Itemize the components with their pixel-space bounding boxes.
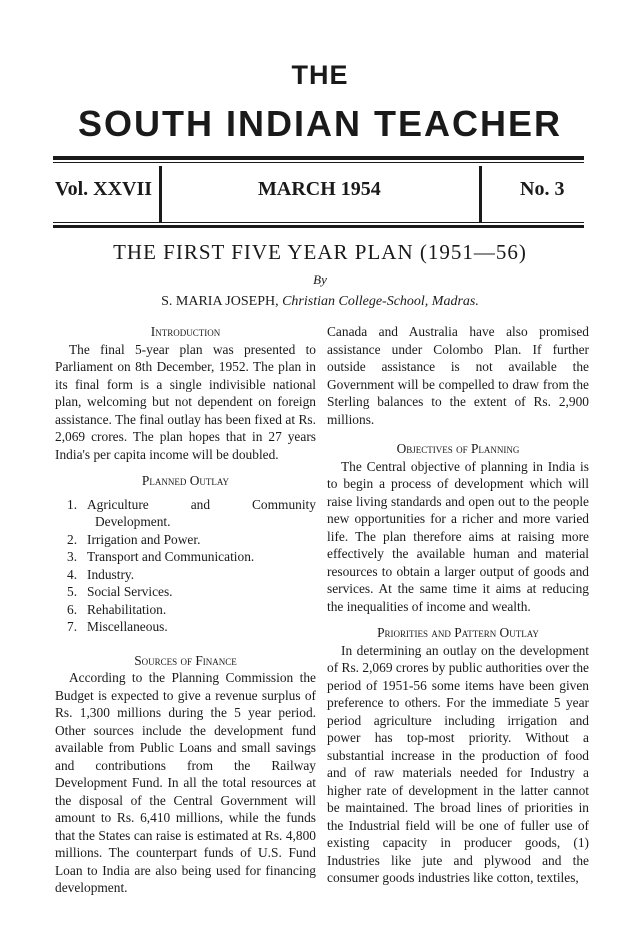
priorities-heading: Priorities and Pattern Outlay (377, 625, 539, 640)
sources-of-finance-heading: Sources of Finance (134, 652, 237, 668)
byline-by: By (313, 272, 327, 287)
objectives-heading: Objectives of Planning (396, 441, 520, 456)
article-title: THE FIRST FIVE YEAR PLAN (1951—56) (113, 240, 527, 264)
author-line (0, 294, 640, 310)
list-item: 6. Rehabilitation. (67, 601, 167, 617)
sources-of-finance-paragraph: According to the Planning Commission the Budget is expected to give a revenue surplus of Rs. 1,300 millions during the 5 year period. Other sources include the development fund available from Public Loans and small savings and contributions from the Railway Development Fund. In all the total resources at the disposal of the Central Government will amount to Rs. 6,410 millions, while the funds that the States can raise is estimated at Rs. 4,800 millions. The counterpart funds of U.S. Fund Loan to India are also being used for financing development. (55, 670, 316, 895)
issue-bar (53, 166, 584, 226)
masthead-rule-top-thin (53, 162, 584, 163)
left-column (55, 323, 316, 897)
sources-of-finance-continuation: Canada and Australia have also promised assistance under Colombo Plan. If further outside assistance is not available the Government will be compelled to draw from the Sterling balances to the extent of Rs. 2,900 millions. (327, 324, 589, 427)
priorities-paragraph: In determining an outlay on the development of Rs. 2,069 crores by public authorities over the period of 1951-56 some items have been given preference to others. For the immediate 5 year period agriculture including irrigation and power has top-most priority. Without a substantial increase in the production of food and of raw materials needed for Industry a higher rate of development in the latter cannot be maintained. The broad lines of priorities in the Industrial field will be one of fuller use of existing capacity in producer goods, (1) Industries like jute and plywood and the consumer goods industries like cotton, textiles, (327, 642, 589, 885)
list-item: 4. Industry. (67, 566, 135, 582)
author-name: S. MARIA JOSEPH, (161, 294, 279, 309)
list-item: 7. Miscellaneous. (67, 619, 168, 634)
issue-rule-bottom-thin (53, 222, 584, 223)
issue-number: No. 3 (520, 178, 565, 200)
list-item: 5. Social Services. (67, 584, 173, 599)
masthead-rule-top (53, 156, 584, 160)
issue-divider-right (479, 166, 482, 222)
issue-rule-bottom (53, 225, 584, 228)
list-item: 1. Agriculture and Community Development. (67, 496, 316, 529)
masthead-the: THE (291, 60, 349, 90)
right-column (327, 323, 589, 887)
planned-outlay-list (55, 496, 316, 636)
issue-date: MARCH 1954 (258, 178, 381, 200)
planned-outlay-heading: Planned Outlay (141, 473, 230, 488)
issue-volume: Vol. XXVII (55, 178, 153, 200)
introduction-heading: Introduction (150, 324, 221, 339)
list-item: 3. Transport and Communication. (67, 549, 255, 564)
objectives-paragraph: The Central objective of planning in India is to begin a process of development which will raise living standards and open out to the people new opportunities for a richer and more varied life. The plan therefore aims at raising more effectively the available human and material resources to obtain a larger output of goods and services. At the same time it aims at reducing the inequalities of income and wealth. (327, 458, 589, 614)
introduction-paragraph: The final 5-year plan was presented to Parliament on 8th December, 1952. The plan in its final form is a single indivisible national plan, welcoming but not dependent on foreign assistance. The final outlay has been fixed at Rs. 2,069 crores. The plan hopes that in 27 years India's per capita income will be doubled. (55, 341, 316, 462)
issue-divider-left (159, 166, 162, 222)
author-institution: Christian College-School, Madras. (282, 294, 479, 309)
list-item: 2. Irrigation and Power. (67, 531, 201, 547)
masthead-title: SOUTH INDIAN TEACHER (77, 103, 562, 144)
